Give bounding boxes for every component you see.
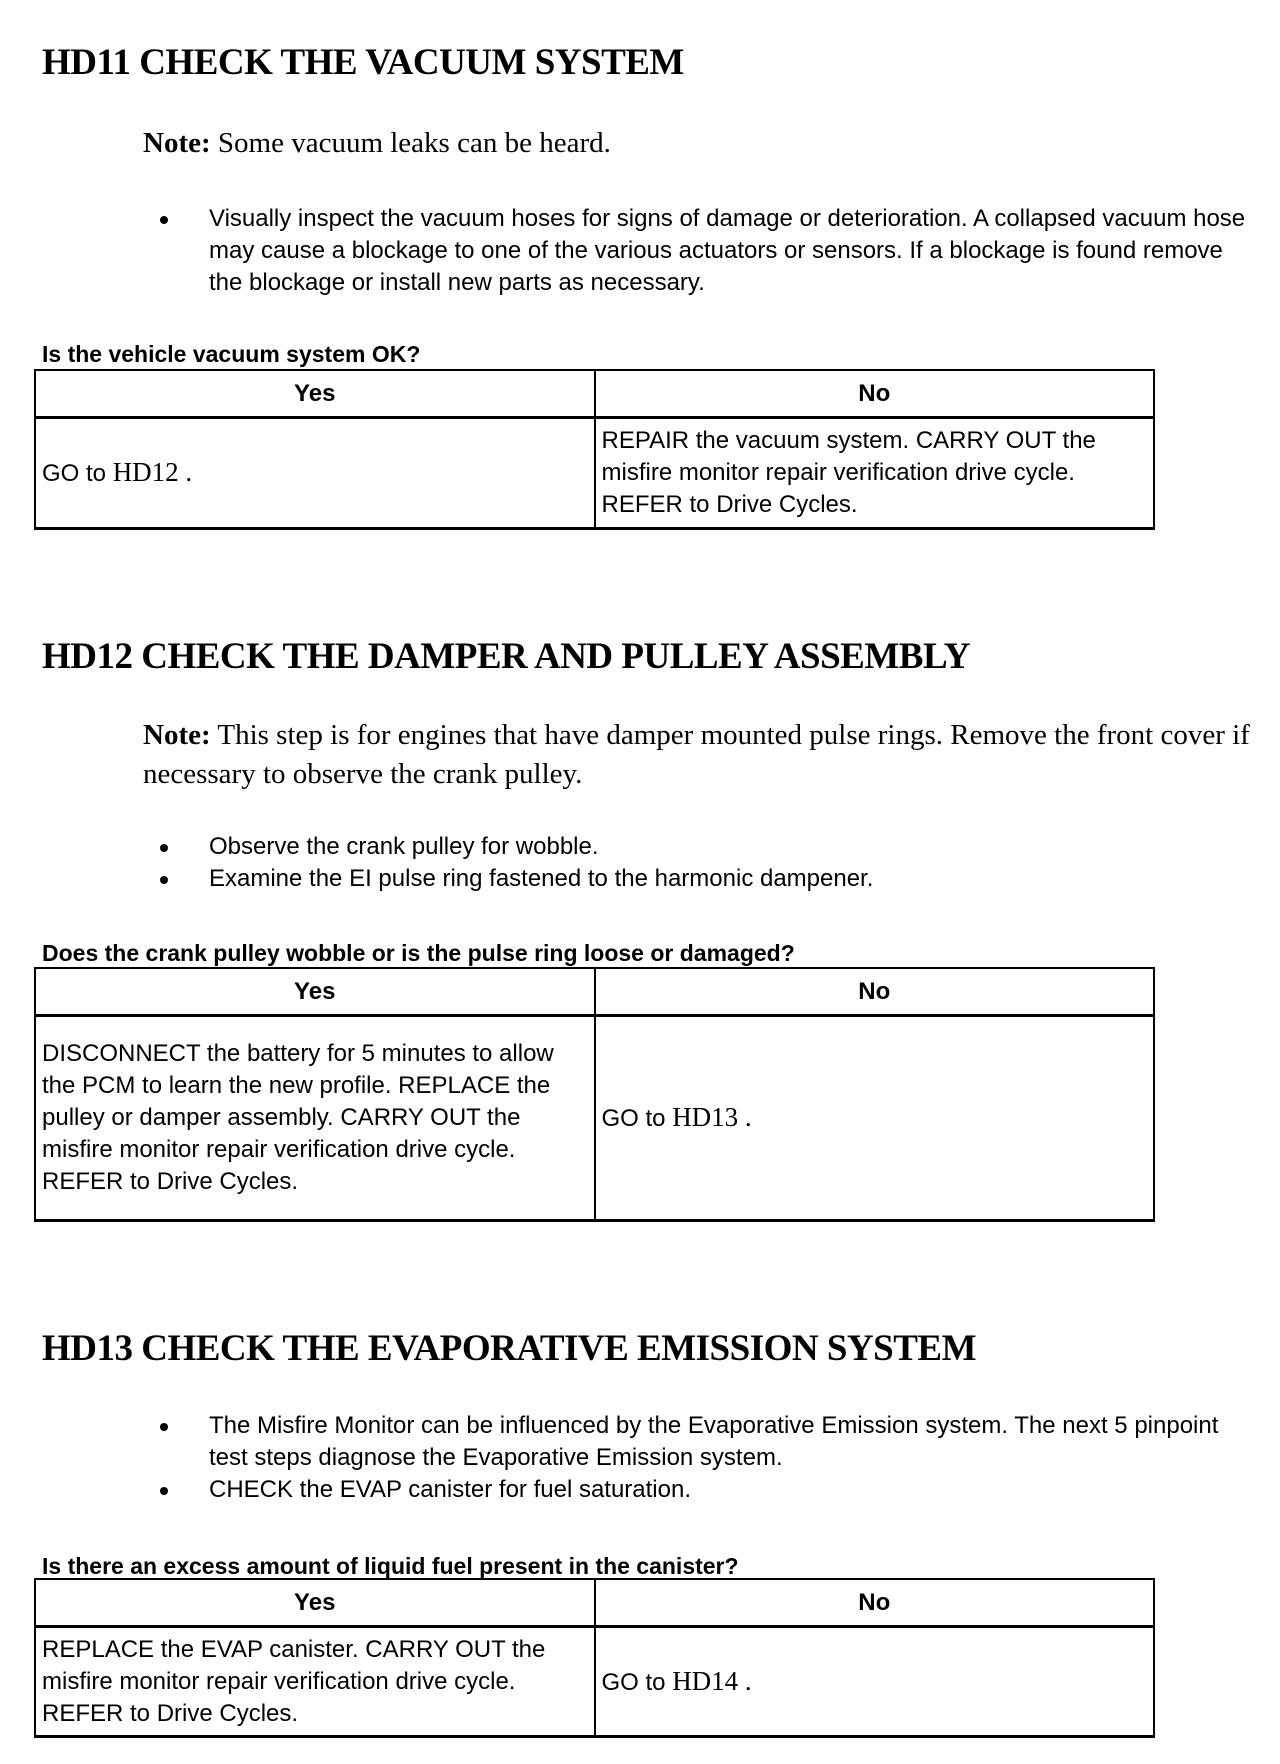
bullet-icon xyxy=(160,844,168,852)
bullet-item: Observe the crank pulley for wobble. xyxy=(143,831,1253,863)
section-heading: HD13 CHECK THE EVAPORATIVE EMISSION SYSTEM xyxy=(42,1328,977,1369)
bullet-item: Visually inspect the vacuum hoses for signs of damage or deterioration. A collapsed vacuum hose may cause a blockage to one of the various actuators or sensors. If a blockage is found remove the blockage or install new parts as necessary. xyxy=(143,203,1253,299)
bullet-icon xyxy=(160,216,168,224)
bullet-list xyxy=(143,831,1253,895)
yes-cell: DISCONNECT the battery for 5 minutes to allow the PCM to learn the new profile. REPLACE the pulley or damper assembly. CARRY OUT the misfire monitor repair verification drive cycle. REFER to Drive Cycles. xyxy=(35,1016,595,1221)
decision-table xyxy=(34,1578,1155,1738)
table-header-row xyxy=(35,968,1154,1016)
table-row xyxy=(35,1627,1154,1737)
yes-header: Yes xyxy=(35,370,595,418)
yes-header: Yes xyxy=(35,1579,595,1627)
note-label: Note: xyxy=(143,719,211,751)
table-row xyxy=(35,1016,1154,1221)
note-label: Note: xyxy=(143,127,211,159)
yes-header: Yes xyxy=(35,968,595,1016)
no-header: No xyxy=(595,968,1155,1016)
yes-cell: GO to HD12 . xyxy=(35,418,595,529)
bullet-icon xyxy=(160,1487,168,1495)
bullet-icon xyxy=(160,1423,168,1431)
step-link[interactable]: HD13 . xyxy=(672,1102,752,1132)
step-link[interactable]: HD14 . xyxy=(672,1665,752,1696)
bullet-icon xyxy=(160,876,168,884)
section-heading: HD11 CHECK THE VACUUM SYSTEM xyxy=(42,42,684,83)
section-heading: HD12 CHECK THE DAMPER AND PULLEY ASSEMBLY xyxy=(42,636,970,677)
bullet-item: CHECK the EVAP canister for fuel saturation. xyxy=(143,1474,1253,1506)
step-link[interactable]: HD12 . xyxy=(112,457,193,487)
no-cell: GO to HD14 . xyxy=(595,1627,1155,1737)
bullet-item: The Misfire Monitor can be influenced by the Evaporative Emission system. The next 5 pinpoint test steps diagnose the Evaporative Emission system. xyxy=(143,1410,1253,1474)
question: Is there an excess amount of liquid fuel present in the canister? xyxy=(42,1553,739,1579)
decision-table xyxy=(34,967,1155,1222)
decision-table xyxy=(34,369,1155,530)
no-cell: REPAIR the vacuum system. CARRY OUT the misfire monitor repair verification drive cycle. REFER to Drive Cycles. xyxy=(595,418,1155,529)
bullet-item: Examine the EI pulse ring fastened to the harmonic dampener. xyxy=(143,863,1253,895)
no-header: No xyxy=(595,1579,1155,1627)
no-header: No xyxy=(595,370,1155,418)
note-text: Some vacuum leaks can be heard. xyxy=(210,127,611,159)
table-header-row xyxy=(35,1579,1154,1627)
question: Does the crank pulley wobble or is the pulse ring loose or damaged? xyxy=(42,940,795,966)
question: Is the vehicle vacuum system OK? xyxy=(42,341,421,367)
note xyxy=(143,716,1253,794)
note-text: This step is for engines that have damper mounted pulse rings. Remove the front cover if necessary to observe the crank pulley. xyxy=(143,719,1250,790)
bullet-list xyxy=(143,1410,1253,1506)
table-header-row xyxy=(35,370,1154,418)
table-row xyxy=(35,418,1154,529)
yes-cell: REPLACE the EVAP canister. CARRY OUT the misfire monitor repair verification drive cycle. REFER to Drive Cycles. xyxy=(35,1627,595,1737)
note xyxy=(143,124,1253,163)
no-cell: GO to HD13 . xyxy=(595,1016,1155,1221)
bullet-list xyxy=(143,203,1253,299)
